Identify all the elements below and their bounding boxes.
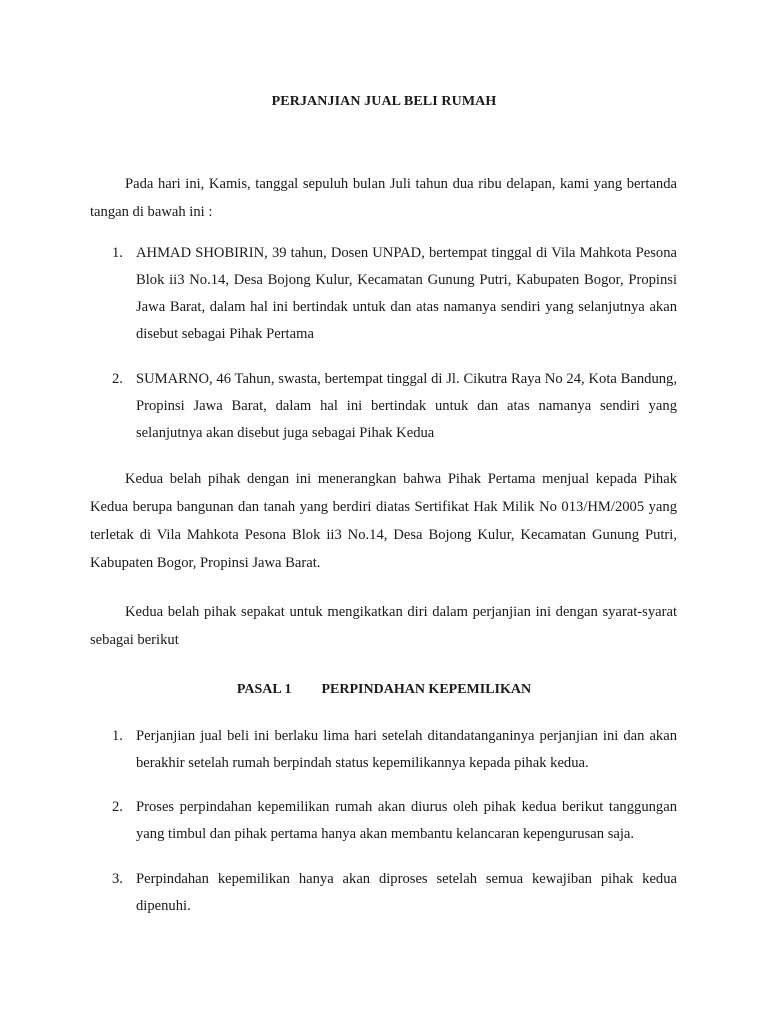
clause-text: Perjanjian jual beli ini berlaku lima hari setelah ditandatanganinya perjanjian ini dan akan berakhir setelah rumah berpindah status kepemilikannya kepada pihak kedua. — [136, 728, 677, 771]
party-number: 1. — [112, 245, 123, 261]
party-item — [90, 240, 677, 348]
pasal-number: PASAL 1 — [236, 682, 292, 697]
pasal-title: PERPINDAHAN KEPEMILIKAN — [321, 682, 532, 697]
pasal-heading — [0, 682, 768, 698]
party-text: AHMAD SHOBIRIN, 39 tahun, Dosen UNPAD, bertempat tinggal di Vila Mahkota Pesona Blok ii3 No.14, Desa Bojong Kulur, Kecamatan Gunung Putri, Kabupaten Bogor, Propinsi Jawa Barat, dalam hal ini bertindak untuk dan atas namanya sendiri yang selanjutnya akan disebut sebagai Pihak Pertama — [136, 245, 677, 342]
party-text: SUMARNO, 46 Tahun, swasta, bertempat tinggal di Jl. Cikutra Raya No 24, Kota Bandung, Propinsi Jawa Barat, dalam hal ini bertindak untuk dan atas namanya sendiri yang selanjutnya akan disebut juga sebagai Pihak Kedua — [136, 371, 677, 441]
statement-paragraph: Kedua belah pihak dengan ini menerangkan bahwa Pihak Pertama menjual kepada Pihak Kedua berupa bangunan dan tanah yang berdiri diatas Sertifikat Hak Milik No 013/HM/2005 yang terletak di Vila Mahkota Pesona Blok ii3 No.14, Desa Bojong Kulur, Kecamatan Gunung Putri, Kabupaten Bogor, Propinsi Jawa Barat. — [90, 471, 677, 571]
intro-paragraph: Pada hari ini, Kamis, tanggal sepuluh bulan Juli tahun dua ribu delapan, kami yang bertanda tangan di bawah ini : — [90, 176, 677, 220]
clause-item — [90, 866, 677, 920]
document-title: PERJANJIAN JUAL BELI RUMAH — [271, 94, 497, 109]
clause-text: Perpindahan kepemilikan hanya akan diproses setelah semua kewajiban pihak kedua dipenuhi. — [136, 871, 677, 914]
clause-number: 3. — [112, 871, 123, 887]
agreement-paragraph: Kedua belah pihak sepakat untuk mengikatkan diri dalam perjanjian ini dengan syarat-syarat sebagai berikut — [90, 604, 677, 648]
clause-number: 1. — [112, 728, 123, 744]
clause-text: Proses perpindahan kepemilikan rumah akan diurus oleh pihak kedua berikut tanggungan yang timbul dan pihak pertama hanya akan membantu kelancaran kepengurusan saja. — [136, 799, 677, 842]
clause-number: 2. — [112, 799, 123, 815]
clause-item — [90, 723, 677, 777]
party-number: 2. — [112, 371, 123, 387]
party-item — [90, 366, 677, 447]
clause-item — [90, 794, 677, 848]
